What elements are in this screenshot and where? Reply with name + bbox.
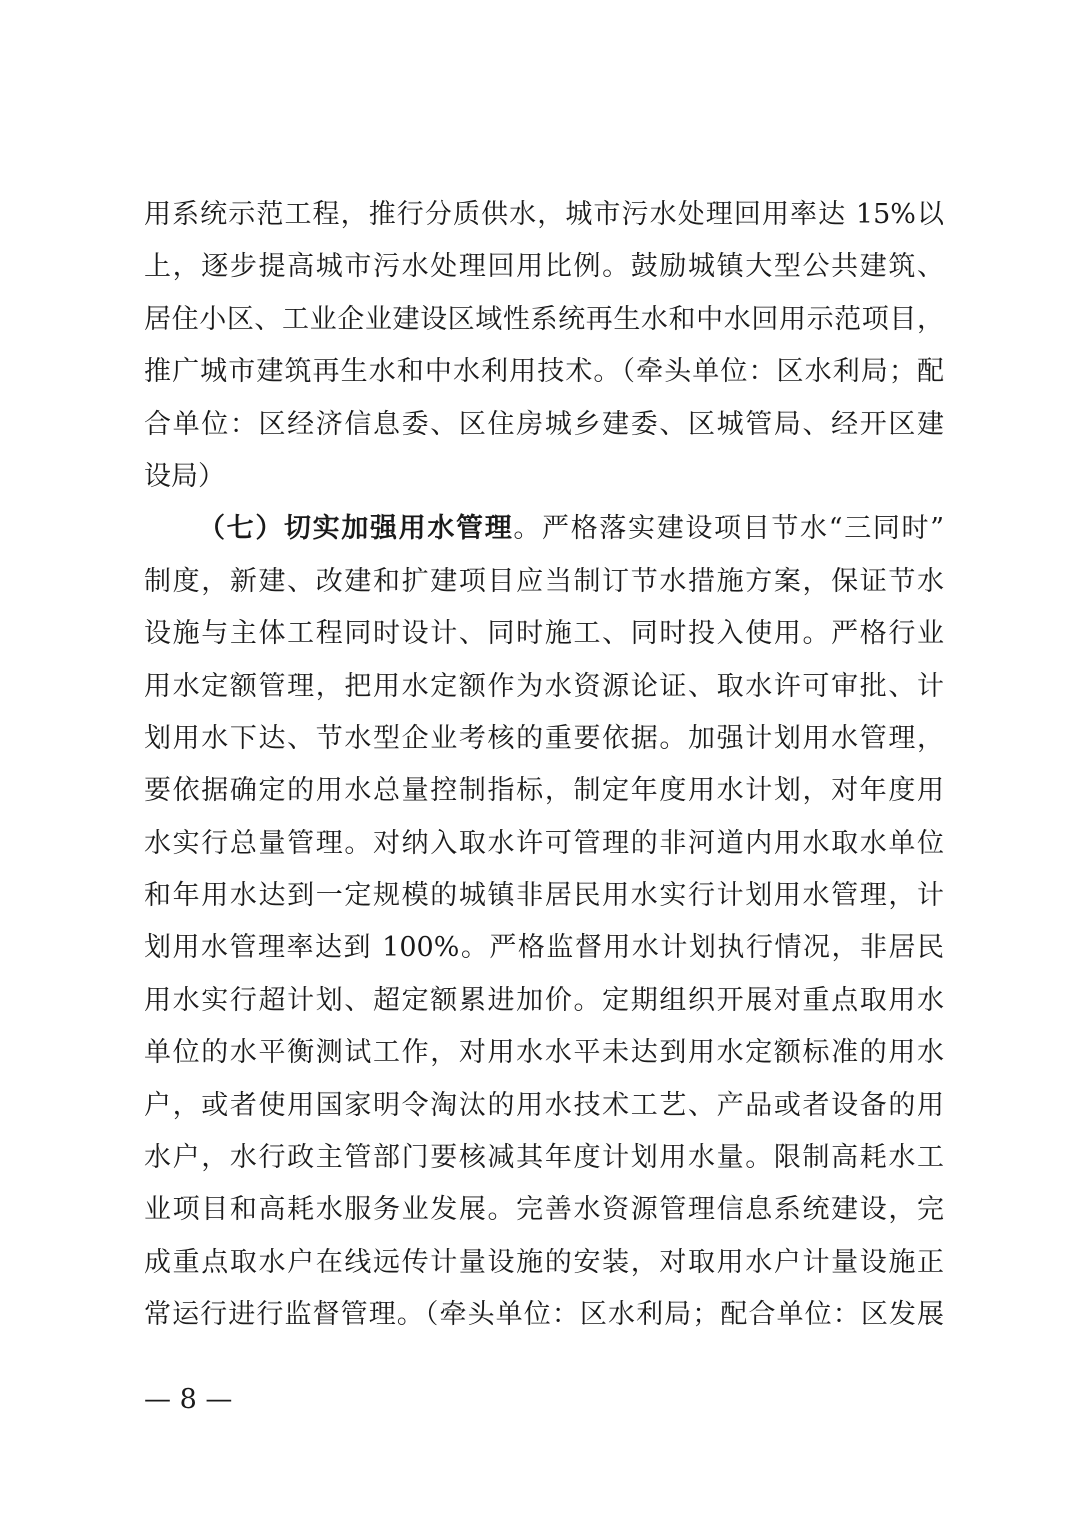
text-line: 常运行进行监督管理。（牵头单位：区水利局；配合单位：区发展: [144, 1299, 944, 1331]
text-line: 用系统示范工程，推行分质供水，城市污水处理回用率达 15%以: [144, 199, 944, 230]
text-line: 单位的水平衡测试工作，对用水水平未达到用水定额标准的用水: [144, 1037, 944, 1069]
text-line: 成重点取水户在线远传计量设施的安装，对取用水户计量设施正: [144, 1246, 944, 1278]
section-first-line-text: 。严格落实建设项目节水“三同时”: [513, 513, 944, 545]
text-line: 设施与主体工程同时设计、同时施工、同时投入使用。严格行业: [144, 618, 944, 650]
text-line: 户，或者使用国家明令淘汰的用水技术工艺、产品或者设备的用: [144, 1089, 944, 1121]
body-text: [144, 189, 944, 1342]
text-line: 业项目和高耗水服务业发展。完善水资源管理信息系统建设，完: [144, 1194, 944, 1226]
text-line: 制度，新建、改建和扩建项目应当制订节水措施方案，保证节水: [144, 565, 944, 597]
text-line: 水户，水行政主管部门要核减其年度计划用水量。限制高耗水工: [144, 1142, 944, 1174]
text-line: 上，逐步提高城市污水处理回用比例。鼓励城镇大型公共建筑、: [144, 251, 944, 283]
section-heading: （七）切实加强用水管理: [198, 513, 514, 545]
text-line: 推广城市建筑再生水和中水利用技术。（牵头单位：区水利局；配: [144, 356, 944, 388]
text-line: 水实行总量管理。对纳入取水许可管理的非河道内用水取水单位: [144, 827, 944, 859]
section-seven-first-line: [144, 503, 944, 555]
page-number: — 8 —: [144, 1384, 233, 1415]
text-line: 合单位：区经济信息委、区住房城乡建委、区城管局、经开区建: [144, 408, 944, 440]
text-line: 划用水下达、节水型企业考核的重要依据。加强计划用水管理，: [144, 722, 944, 754]
text-line: 和年用水达到一定规模的城镇非居民用水实行计划用水管理，计: [144, 880, 944, 912]
text-line: 划用水管理率达到 100%。严格监督用水计划执行情况，非居民: [144, 932, 944, 964]
text-line: 设局）: [144, 460, 225, 492]
text-line: 要依据确定的用水总量控制指标，制定年度用水计划，对年度用: [144, 775, 944, 807]
text-line: 用水定额管理，把用水定额作为水资源论证、取水许可审批、计: [144, 670, 944, 702]
text-line: 用水实行超计划、超定额累进加价。定期组织开展对重点取用水: [144, 984, 944, 1016]
text-line: 居住小区、工业企业建设区域性系统再生水和中水回用示范项目，: [144, 303, 944, 335]
